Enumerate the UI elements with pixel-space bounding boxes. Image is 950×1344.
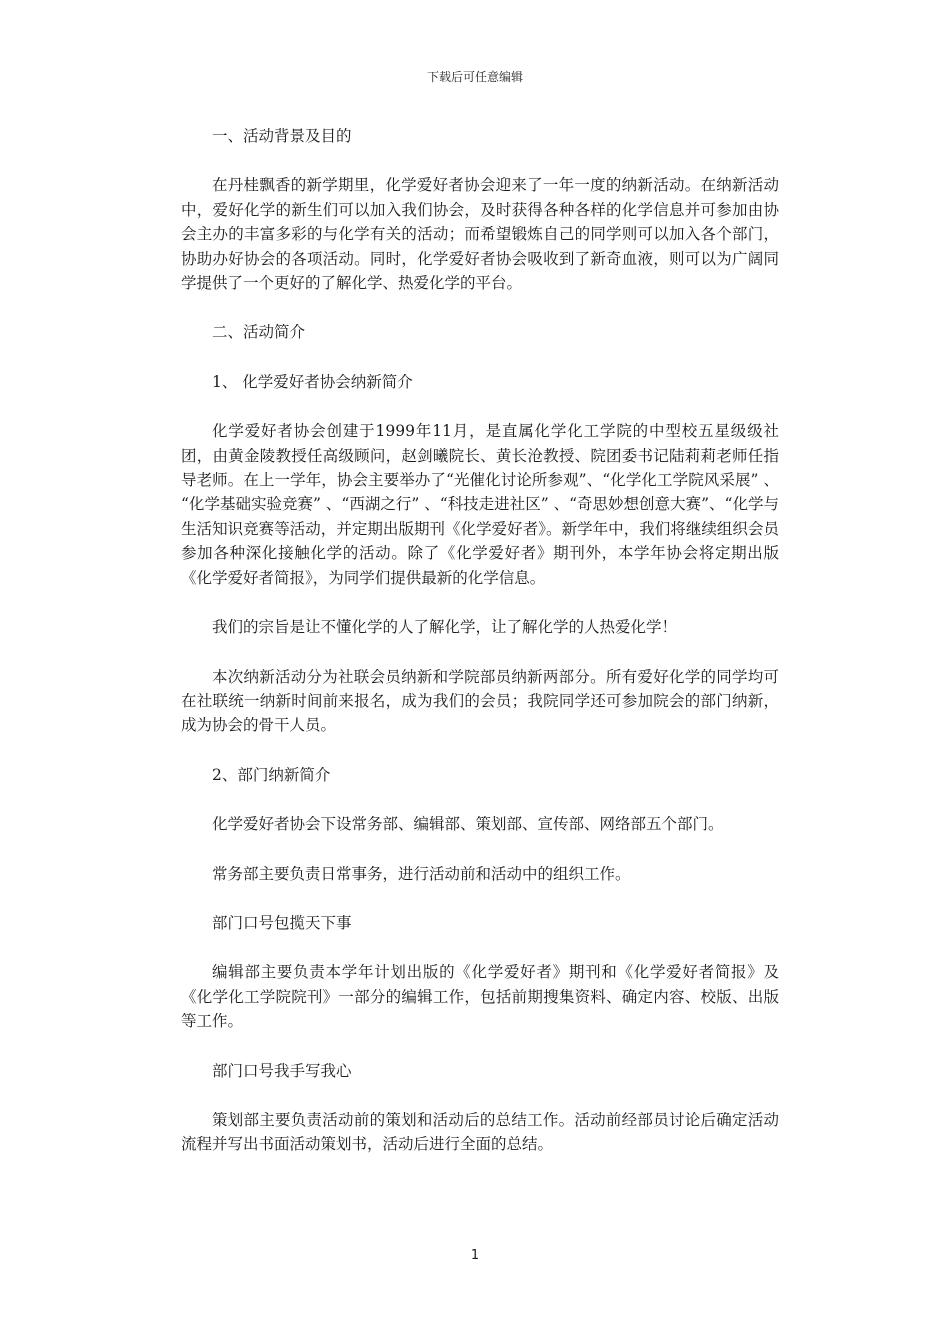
slogan-affairs: 部门口号包揽天下事 xyxy=(212,913,352,932)
paragraph-recruitment: 本次纳新活动分为社联会员纳新和学院部员纳新两部分。所有爱好化学的同学均可在社联统一纳新时间前来报名，成为我们的会员；我院同学还可参加院会的部门纳新，成为协会的骨干人员。 xyxy=(181,667,779,735)
subheading-departments: 2、部门纳新简介 xyxy=(212,765,331,784)
slogan-editing: 部门口号我手写我心 xyxy=(212,1061,352,1080)
document-body xyxy=(181,124,779,1157)
paragraph-editing-dept: 编辑部主要负责本学年计划出版的《化学爱好者》期刊和《化学爱好者简报》及《化学化工学院院刊》一部分的编辑工作，包括前期搜集资料、确定内容、校版、出版等工作。 xyxy=(181,963,779,1031)
page-header: 下载后可任意编辑 xyxy=(426,70,523,84)
section-heading-intro: 二、活动简介 xyxy=(212,323,306,342)
paragraph-departments: 化学爱好者协会下设常务部、编辑部、策划部、宣传部、网络部五个部门。 xyxy=(212,815,724,834)
paragraph-association: 化学爱好者协会创建于1999年11月，是直属化学化工学院的中型校五星级级社团，由黄金陵教授任高级顾问，赵剑曦院长、黄长沧教授、院团委书记陆莉莉老师任指导老师。在上一学年，协会主要举办了“光催化讨论所参观”、“化学化工学院风采展” 、 “化学基础实验竞赛” 、“西湖之行” 、“科技走进社区” 、“奇思妙想创意大赛”、“化学与生活知识竞赛等活动，并定期出版期刊《化学爱好者》。新学年中，我们将继续组织会员参加各种深化接触化学的活动。除了《化学爱好者》期刊外，本学年协会将定期出版《化学爱好者简报》，为同学们提供最新的化学信息。 xyxy=(181,422,779,587)
paragraph-affairs-dept: 常务部主要负责日常事务，进行活动前和活动中的组织工作。 xyxy=(212,864,631,883)
page-number: 1 xyxy=(470,1248,480,1263)
section-heading-background: 一、活动背景及目的 xyxy=(212,127,352,145)
paragraph-planning-dept: 策划部主要负责活动前的策划和活动后的总结工作。活动前经部员讨论后确定活动流程并写出书面活动策划书，活动后进行全面的总结。 xyxy=(181,1110,779,1154)
paragraph-background: 在丹桂飘香的新学期里，化学爱好者协会迎来了一年一度的纳新活动。在纳新活动中，爱好化学的新生们可以加入我们协会，及时获得各种各样的化学信息并可参加由协会主办的丰富多彩的与化学有关的活动；而希望锻炼自己的同学则可以加入各个部门，协助办好协会的各项活动。同时，化学爱好者协会吸收到了新奇血液，则可以为广阔同学提供了一个更好的了解化学、热爱化学的平台。 xyxy=(181,176,779,293)
paragraph-motto: 我们的宗旨是让不懂化学的人了解化学，让了解化学的人热爱化学！ xyxy=(212,618,678,637)
subheading-association: 1、 化学爱好者协会纳新简介 xyxy=(212,372,413,391)
